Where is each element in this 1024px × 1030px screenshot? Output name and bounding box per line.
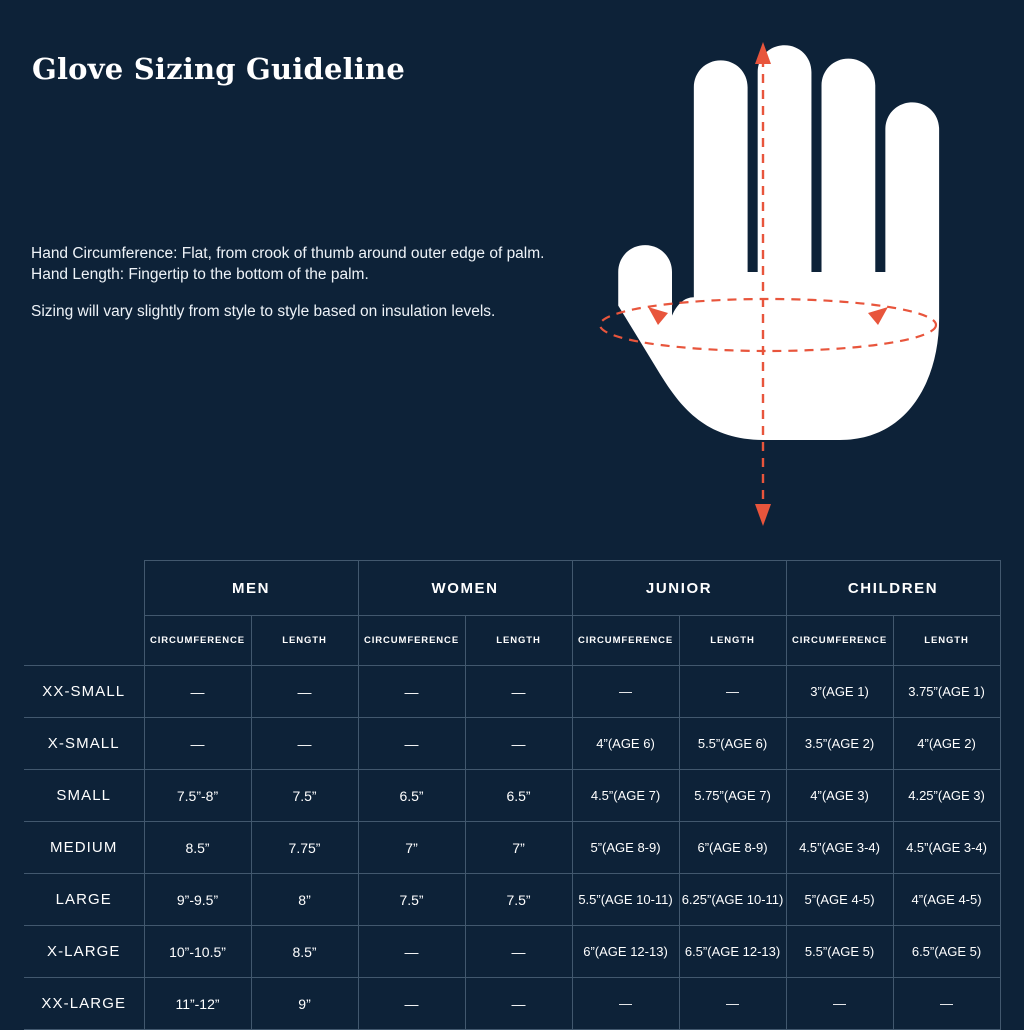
cell-children-circumference: 5.5”(AGE 5): [786, 926, 893, 978]
cell-junior-length: 5.75”(AGE 7): [679, 770, 786, 822]
sub-header-row: [24, 616, 1000, 666]
cell-women-circumference: —: [358, 926, 465, 978]
group-header-women: WOMEN: [358, 561, 572, 616]
cell-children-circumference: —: [786, 978, 893, 1030]
table-row: [24, 926, 1000, 978]
cell-junior-length: —: [679, 666, 786, 718]
intro-spacer: [31, 285, 544, 301]
row-label: MEDIUM: [24, 822, 144, 874]
sub-header-children-length: LENGTH: [893, 616, 1000, 666]
length-arrow-head-bottom: [755, 504, 771, 526]
cell-women-circumference: 7”: [358, 822, 465, 874]
intro-line-2: Hand Length: Fingertip to the bottom of the palm.: [31, 266, 369, 283]
cell-women-circumference: —: [358, 718, 465, 770]
cell-men-circumference: 10”-10.5”: [144, 926, 251, 978]
cell-children-circumference: 4.5”(AGE 3-4): [786, 822, 893, 874]
cell-women-circumference: 7.5”: [358, 874, 465, 926]
table-row: [24, 978, 1000, 1030]
cell-men-circumference: 7.5”-8”: [144, 770, 251, 822]
sub-header-children-circumference: CIRCUMFERENCE: [786, 616, 893, 666]
table-row: [24, 822, 1000, 874]
group-header-blank: [24, 561, 144, 616]
cell-men-length: 8”: [251, 874, 358, 926]
group-header-row: [24, 561, 1000, 616]
cell-women-length: —: [465, 718, 572, 770]
row-label: X-LARGE: [24, 926, 144, 978]
cell-junior-circumference: 5.5”(AGE 10-11): [572, 874, 679, 926]
table-row: [24, 770, 1000, 822]
cell-women-length: 7.5”: [465, 874, 572, 926]
cell-junior-circumference: —: [572, 666, 679, 718]
row-label: SMALL: [24, 770, 144, 822]
sub-header-women-length: LENGTH: [465, 616, 572, 666]
cell-women-length: —: [465, 926, 572, 978]
cell-children-length: 4”(AGE 2): [893, 718, 1000, 770]
row-label: XX-SMALL: [24, 666, 144, 718]
cell-junior-length: —: [679, 978, 786, 1030]
cell-men-length: —: [251, 718, 358, 770]
cell-junior-circumference: 6”(AGE 12-13): [572, 926, 679, 978]
cell-men-circumference: 8.5”: [144, 822, 251, 874]
cell-children-length: 4.5”(AGE 3-4): [893, 822, 1000, 874]
group-header-junior: JUNIOR: [572, 561, 786, 616]
sub-header-men-circumference: CIRCUMFERENCE: [144, 616, 251, 666]
cell-junior-circumference: —: [572, 978, 679, 1030]
cell-men-length: —: [251, 666, 358, 718]
cell-children-circumference: 4”(AGE 3): [786, 770, 893, 822]
intro-line-3: Sizing will vary slightly from style to style based on insulation levels.: [31, 303, 496, 320]
cell-junior-circumference: 4.5”(AGE 7): [572, 770, 679, 822]
cell-children-circumference: 3”(AGE 1): [786, 666, 893, 718]
cell-women-circumference: —: [358, 978, 465, 1030]
group-header-men: MEN: [144, 561, 358, 616]
cell-children-length: 6.5”(AGE 5): [893, 926, 1000, 978]
cell-junior-circumference: 5”(AGE 8-9): [572, 822, 679, 874]
cell-men-circumference: —: [144, 718, 251, 770]
cell-women-circumference: 6.5”: [358, 770, 465, 822]
row-label: LARGE: [24, 874, 144, 926]
cell-men-length: 7.5”: [251, 770, 358, 822]
cell-men-length: 8.5”: [251, 926, 358, 978]
intro-line-1: Hand Circumference: Flat, from crook of thumb around outer edge of palm.: [31, 245, 545, 262]
page-title: Glove Sizing Guideline: [32, 52, 405, 86]
row-label: X-SMALL: [24, 718, 144, 770]
size-chart: [24, 560, 1000, 1030]
cell-women-circumference: —: [358, 666, 465, 718]
intro-text: [31, 243, 544, 322]
table-row: [24, 718, 1000, 770]
cell-women-length: 7”: [465, 822, 572, 874]
cell-children-circumference: 5”(AGE 4-5): [786, 874, 893, 926]
cell-men-length: 9”: [251, 978, 358, 1030]
cell-children-length: 4”(AGE 4-5): [893, 874, 1000, 926]
cell-women-length: —: [465, 978, 572, 1030]
cell-women-length: 6.5”: [465, 770, 572, 822]
table-row: [24, 666, 1000, 718]
cell-junior-length: 5.5”(AGE 6): [679, 718, 786, 770]
cell-junior-length: 6.5”(AGE 12-13): [679, 926, 786, 978]
sub-header-women-circumference: CIRCUMFERENCE: [358, 616, 465, 666]
cell-women-length: —: [465, 666, 572, 718]
cell-men-circumference: 9”-9.5”: [144, 874, 251, 926]
sub-header-junior-circumference: CIRCUMFERENCE: [572, 616, 679, 666]
cell-men-circumference: 11”-12”: [144, 978, 251, 1030]
hand-illustration: [540, 20, 990, 550]
cell-junior-length: 6”(AGE 8-9): [679, 822, 786, 874]
cell-men-circumference: —: [144, 666, 251, 718]
size-table: [24, 560, 1001, 1030]
cell-junior-circumference: 4”(AGE 6): [572, 718, 679, 770]
sub-header-junior-length: LENGTH: [679, 616, 786, 666]
sub-header-blank: [24, 616, 144, 666]
cell-men-length: 7.75”: [251, 822, 358, 874]
row-label: XX-LARGE: [24, 978, 144, 1030]
cell-junior-length: 6.25”(AGE 10-11): [679, 874, 786, 926]
sub-header-men-length: LENGTH: [251, 616, 358, 666]
cell-children-length: —: [893, 978, 1000, 1030]
group-header-children: CHILDREN: [786, 561, 1000, 616]
table-row: [24, 874, 1000, 926]
open-hand-shape: [618, 45, 939, 440]
cell-children-circumference: 3.5”(AGE 2): [786, 718, 893, 770]
cell-children-length: 4.25”(AGE 3): [893, 770, 1000, 822]
cell-children-length: 3.75”(AGE 1): [893, 666, 1000, 718]
